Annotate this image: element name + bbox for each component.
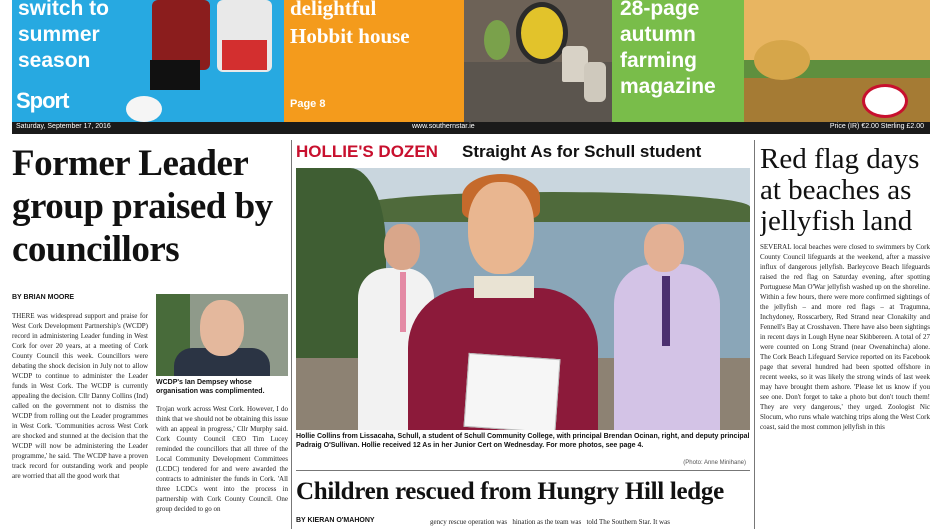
right-headline[interactable]: Red flag days at beaches as jellyfish land — [760, 144, 920, 237]
lead-byline: BY BRIAN MOORE — [12, 294, 75, 301]
photo-results-certificate — [464, 353, 561, 430]
feature-caption-text: Hollie Collins from Lissacaha, Schull, a student of Schull Community College, with principal Brendan Ocinan, right, and deputy principal Padraig O'Sullivan. Hollie received 12 As in her Junior Cert on Wednesday. For more photos, see page 4. — [296, 433, 750, 449]
photo-student-face — [468, 182, 534, 274]
hobbit-plant-image — [484, 20, 510, 60]
feature-photo — [296, 168, 750, 430]
promo-hobbit-page: Page 8 — [290, 98, 326, 110]
feature-heading[interactable] — [296, 142, 750, 166]
promo-farming[interactable] — [612, 0, 744, 122]
feature-kicker: HOLLIE'S DOZEN — [296, 142, 438, 161]
feature-caption — [296, 432, 750, 466]
promo-sport[interactable] — [12, 0, 284, 122]
lead-headline[interactable]: Former Leader group praised by councillors — [12, 143, 273, 270]
lead-body-text-2: Trojan work across West Cork. However, I do think that we should not be obtaining this issue with an appeal in progress,' Cllr Murphy said. Cork County Council CEO Tim Lucey reminded the councillors that all three of the Local Community Development Committees (LCDC) tendered for and were awarded the contracts to administer the funds in Cork. 'All three LCDCs went into the process in partnership with Cork County Council. One group decided to go on — [156, 405, 288, 513]
lead-body-text: THERE was widespread support and praise for West Cork Development Partnership's (WCDP) record in administering Leader funding in West Cork for over 20 years, at a meeting of Cork County Council this week. Councillors were debating the shock decision in July not to allow WCDP to continue to administer the Leader funds in West Cork. The WCDP is currently appealing the decision. Cllr Danny Collins (Ind) called on the government not to dismiss the WCDP from rolling out the Leader programmes in West Cork. 'Communities across West Cork are shocked and stunned at the decision that the WCDP will now be administering the Leader programme,' he said. 'The WCDP have a proven track record for outstanding work and people are worried that all the good work that — [12, 312, 148, 480]
right-body-text: SEVERAL local beaches were closed to swimmers by Cork County Council lifeguards at the weekend, after a massive influx of dangerous jellyfish. Barleycove Beach lifeguards raised the red flag on Saturday evening, after spotting Portuguese Man O'War jellyfish washed up on the shoreline. Within a few hours, there were more confirmed sightings of the jellyfish – and more red flags – at Tragumna, Inchydoney, Rosscarbery, Red Strand near Clonakilty and Fennell's Bay at Crosshaven. There have also been sightings in recent days in Lough Hyne near Skibbereen. A total of 27 were counted on Long Strand (near Owenahincha) alone. The Cork Beach Lifeguard Service reported on its Facebook page that several hundred had been spotted offshore in recent weeks, so it was likely the strong winds of last week may have brought them ashore. 'Please let us know if you see one. Don't forget to take a photo but don't touch them! They are very dangerous,' they urged. Zoologist Nic Slocum, who runs whale watching trips along the West Cork coast, said the most common jellyfish in this — [760, 243, 930, 431]
photo-face — [200, 300, 244, 356]
feature-headline: Straight As for Schull student — [462, 142, 702, 161]
football-image — [126, 96, 162, 122]
second-body-text: gency rescue operation was hination as the team was told The Southern Star. It was — [430, 518, 670, 526]
promo-hobbit[interactable] — [284, 0, 464, 122]
hobbit-seat2-image — [584, 62, 606, 102]
website-url[interactable]: www.southernstar.ie — [412, 123, 475, 130]
player2-shorts-image — [222, 40, 267, 70]
story-divider — [296, 470, 750, 471]
photo-principal-head — [384, 224, 420, 270]
promo-farming-cover[interactable] — [744, 0, 930, 122]
lead-photo — [156, 294, 288, 376]
promo-farming-headline: 28-page autumn farming magazine — [620, 0, 716, 98]
issue-date: Saturday, September 17, 2016 — [16, 123, 111, 130]
photo-hills — [356, 192, 750, 222]
photo-student-collar — [474, 276, 534, 298]
column-divider — [291, 140, 292, 529]
magazine-badge-icon — [862, 84, 908, 118]
dateline-bar — [12, 122, 930, 134]
second-headline[interactable]: Children rescued from Hungry Hill ledge — [296, 478, 724, 505]
promo-sport-headline: switch to summer season — [18, 0, 110, 72]
photo-credit: (Photo: Anne Minihane) — [683, 460, 746, 466]
promo-sport-section: Sport — [16, 88, 69, 113]
promo-strip — [0, 0, 940, 122]
second-byline: BY KIERAN O'MAHONY — [296, 517, 375, 524]
player-shorts-image — [150, 60, 200, 90]
lead-photo-caption: WCDP's Ian Dempsey whose organisation was complimented. — [156, 379, 265, 395]
photo-principal-tie — [400, 272, 406, 332]
photo-deputy-tie — [662, 276, 670, 346]
cover-price: Price (IR) €2.00 Sterling £2.00 — [829, 123, 924, 130]
promo-hobbit-photo[interactable] — [464, 0, 612, 122]
hobbit-door-image — [516, 2, 568, 64]
column-divider — [754, 140, 755, 529]
photo-deputy-head — [644, 224, 684, 272]
promo-hobbit-headline: delightful Hobbit house — [290, 0, 410, 48]
hay-bale-image — [754, 40, 810, 80]
